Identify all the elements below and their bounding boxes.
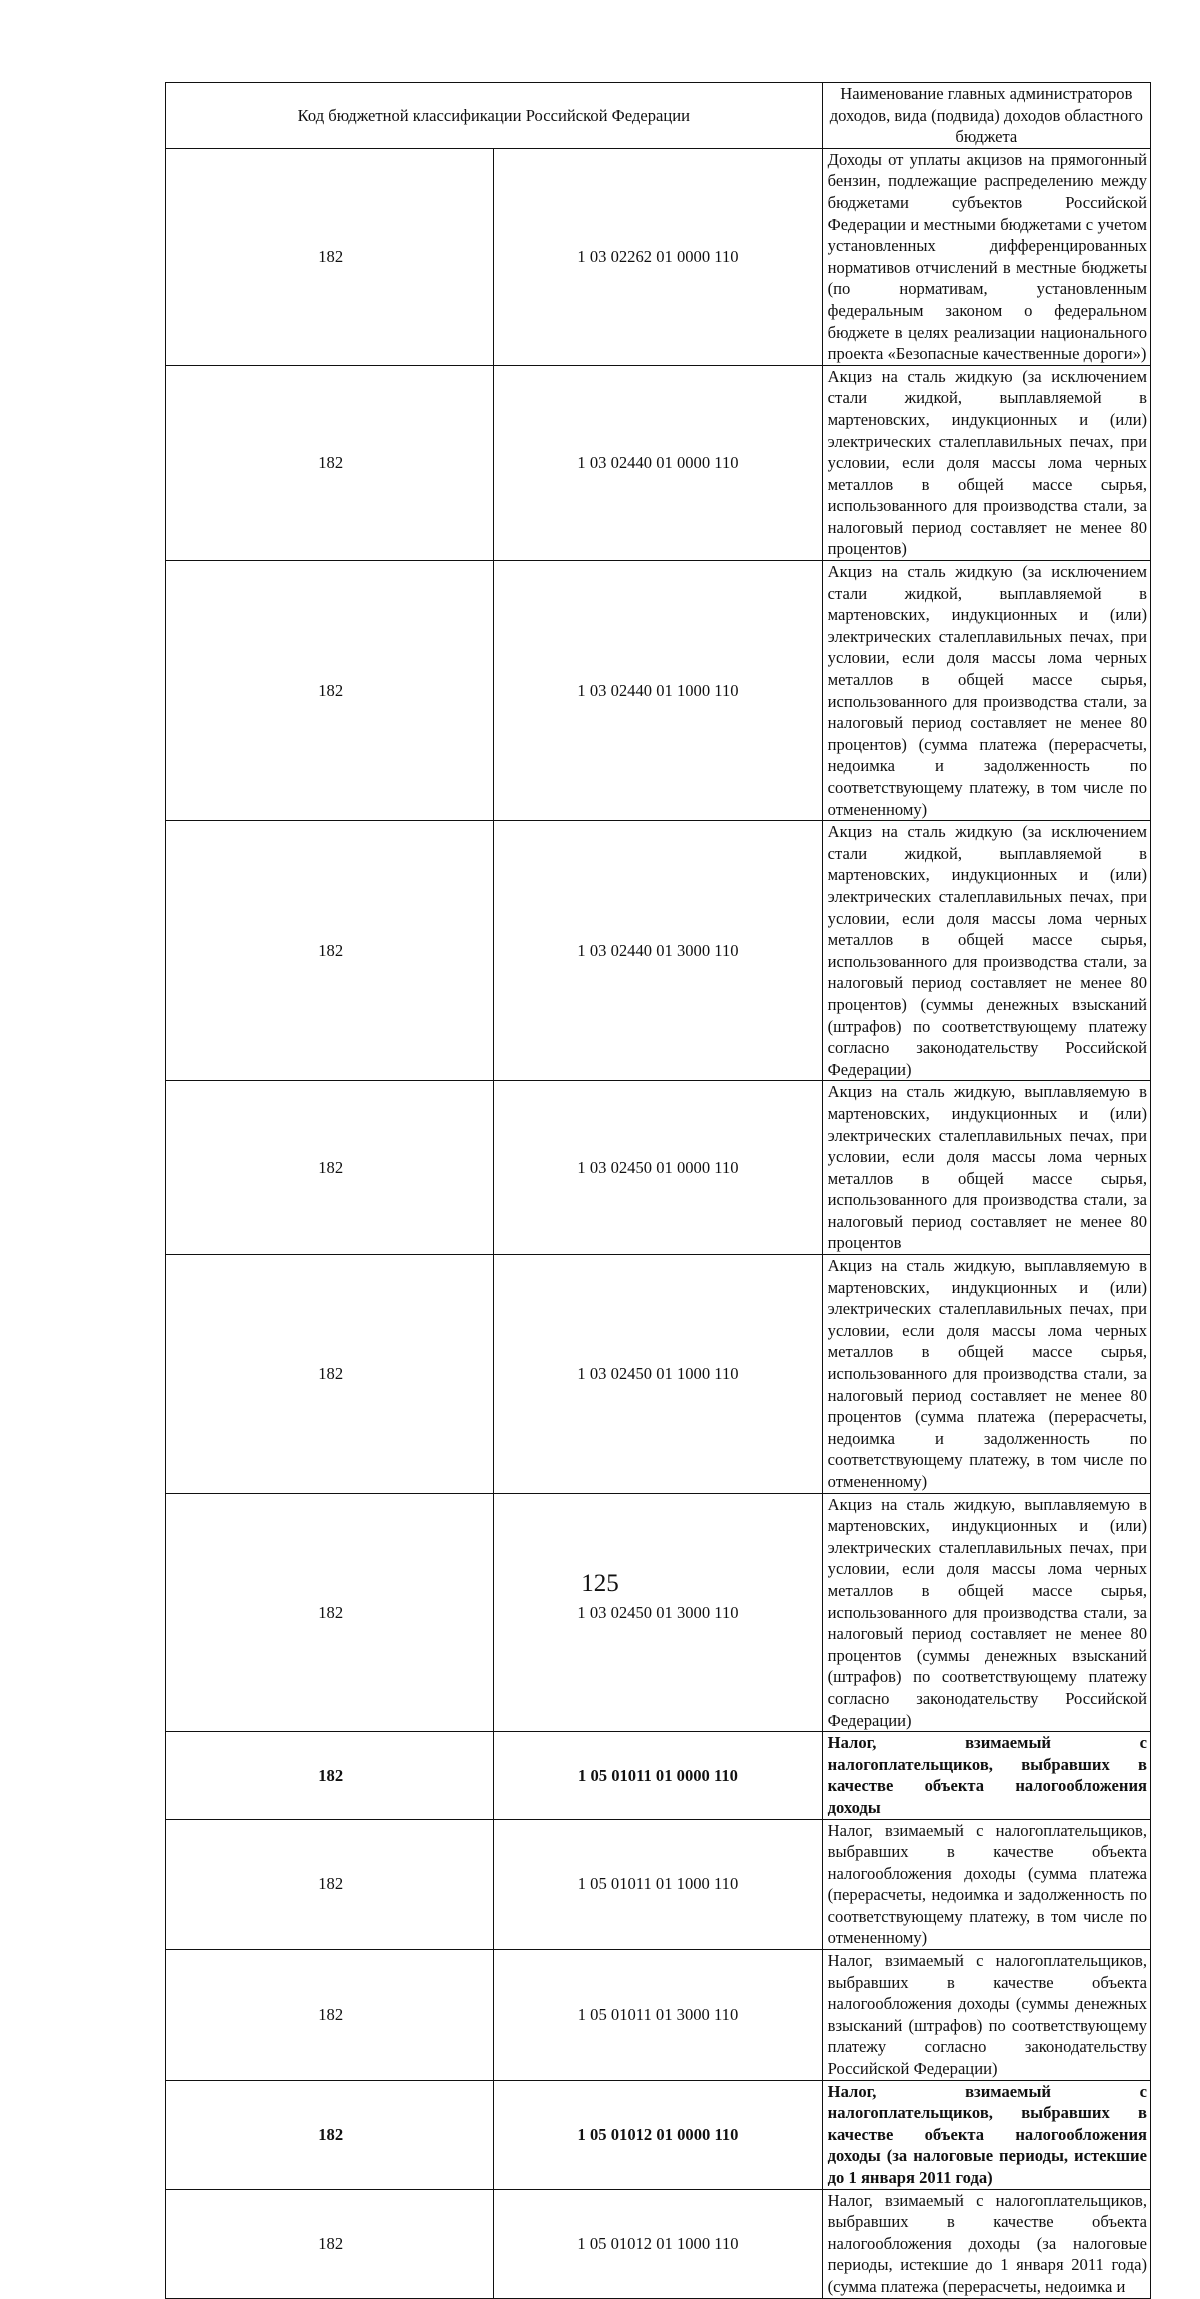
table-row bbox=[166, 1950, 1151, 2081]
budget-code-cell: 1 03 02440 01 0000 110 bbox=[494, 365, 822, 560]
admin-code-cell: 182 bbox=[166, 821, 494, 1081]
table-row bbox=[166, 1819, 1151, 1950]
budget-code-cell: 1 03 02440 01 3000 110 bbox=[494, 821, 822, 1081]
admin-code-cell: 182 bbox=[166, 365, 494, 560]
admin-code-cell: 182 bbox=[166, 1950, 494, 2081]
table-row bbox=[166, 148, 1151, 365]
table-row bbox=[166, 2080, 1151, 2189]
budget-code-cell: 1 05 01011 01 0000 110 bbox=[494, 1732, 822, 1819]
revenue-name-cell: Акциз на сталь жидкую, выплавляемую в мартеновских, индукционных и (или) электрических сталеплавильных печах, при условии, если доля массы лома черных металлов в общей массе сырья, использованного для производства стали, за налоговый период составляет не менее 80 процентов bbox=[822, 1081, 1150, 1255]
table-row bbox=[166, 1493, 1151, 1732]
revenue-name-cell: Акциз на сталь жидкую (за исключением стали жидкой, выплавляемой в мартеновских, индукционных и (или) электрических сталеплавильных печах, при условии, если доля массы лома черных металлов в общей массе сырья, использованного для производства стали, за налоговый период составляет не менее 80 процентов) bbox=[822, 365, 1150, 560]
revenue-name-cell: Акциз на сталь жидкую (за исключением стали жидкой, выплавляемой в мартеновских, индукционных и (или) электрических сталеплавильных печах, при условии, если доля массы лома черных металлов в общей массе сырья, использованного для производства стали, за налоговый период составляет не менее 80 процентов) (сумма платежа (перерасчеты, недоимка и задолженность по соответствующему платежу, в том числе по отмененному) bbox=[822, 561, 1150, 821]
table-row bbox=[166, 1732, 1151, 1819]
table-header-row bbox=[166, 83, 1151, 149]
budget-code-cell: 1 03 02440 01 1000 110 bbox=[494, 561, 822, 821]
revenue-name-cell: Налог, взимаемый с налогоплательщиков, выбравших в качестве объекта налогообложения доходы (за налоговые периоды, истекшие до 1 января 2011 года) (сумма платежа (перерасчеты, недоимка и bbox=[822, 2189, 1150, 2298]
admin-code-cell: 182 bbox=[166, 1732, 494, 1819]
budget-classification-table bbox=[165, 82, 1151, 2299]
budget-code-cell: 1 03 02262 01 0000 110 bbox=[494, 148, 822, 365]
admin-code-cell: 182 bbox=[166, 2189, 494, 2298]
revenue-name-cell: Акциз на сталь жидкую, выплавляемую в мартеновских, индукционных и (или) электрических сталеплавильных печах, при условии, если доля массы лома черных металлов в общей массе сырья, использованного для производства стали, за налоговый период составляет не менее 80 процентов (суммы денежных взысканий (штрафов) по соответствующему платежу согласно законодательству Российской Федерации) bbox=[822, 1493, 1150, 1732]
revenue-name-cell: Акциз на сталь жидкую (за исключением стали жидкой, выплавляемой в мартеновских, индукционных и (или) электрических сталеплавильных печах, при условии, если доля массы лома черных металлов в общей массе сырья, использованного для производства стали, за налоговый период составляет не менее 80 процентов) (суммы денежных взысканий (штрафов) по соответствующему платежу согласно законодательству Российской Федерации) bbox=[822, 821, 1150, 1081]
admin-code-cell: 182 bbox=[166, 1081, 494, 1255]
budget-code-cell: 1 05 01012 01 1000 110 bbox=[494, 2189, 822, 2298]
admin-code-cell: 182 bbox=[166, 1493, 494, 1732]
budget-code-cell: 1 05 01012 01 0000 110 bbox=[494, 2080, 822, 2189]
revenue-name-cell: Налог, взимаемый с налогоплательщиков, выбравших в качестве объекта налогообложения доходы (суммы денежных взысканий (штрафов) по соответствующему платежу согласно законодательству Российской Федерации) bbox=[822, 1950, 1150, 2081]
table-row bbox=[166, 1255, 1151, 1494]
revenue-name-cell: Налог, взимаемый с налогоплательщиков, выбравших в качестве объекта налогообложения доходы bbox=[822, 1732, 1150, 1819]
budget-code-cell: 1 03 02450 01 3000 110 bbox=[494, 1493, 822, 1732]
header-code-cell: Код бюджетной классификации Российской Федерации bbox=[166, 83, 823, 149]
revenue-name-cell: Налог, взимаемый с налогоплательщиков, выбравших в качестве объекта налогообложения доходы (за налоговые периоды, истекшие до 1 января 2011 года) bbox=[822, 2080, 1150, 2189]
table-row bbox=[166, 2189, 1151, 2298]
revenue-name-cell: Доходы от уплаты акцизов на прямогонный бензин, подлежащие распределению между бюджетами субъектов Российской Федерации и местными бюджетами с учетом установленных дифференцированных нормативов отчислений в местные бюджеты (по нормативам, установленным федеральным законом о федеральном бюджете в целях реализации национального проекта «Безопасные качественные дороги») bbox=[822, 148, 1150, 365]
budget-code-cell: 1 05 01011 01 3000 110 bbox=[494, 1950, 822, 2081]
budget-code-cell: 1 03 02450 01 1000 110 bbox=[494, 1255, 822, 1494]
page-number: 125 bbox=[581, 1570, 619, 1597]
table-row bbox=[166, 561, 1151, 821]
header-name-cell: Наименование главных администраторов доходов, вида (подвида) доходов областного бюджета bbox=[822, 83, 1150, 149]
budget-code-cell: 1 05 01011 01 1000 110 bbox=[494, 1819, 822, 1950]
admin-code-cell: 182 bbox=[166, 1255, 494, 1494]
admin-code-cell: 182 bbox=[166, 2080, 494, 2189]
revenue-name-cell: Акциз на сталь жидкую, выплавляемую в мартеновских, индукционных и (или) электрических сталеплавильных печах, при условии, если доля массы лома черных металлов в общей массе сырья, использованного для производства стали, за налоговый период составляет не менее 80 процентов (сумма платежа (перерасчеты, недоимка и задолженность по соответствующему платежу, в том числе по отмененному) bbox=[822, 1255, 1150, 1494]
admin-code-cell: 182 bbox=[166, 1819, 494, 1950]
table-row bbox=[166, 365, 1151, 560]
admin-code-cell: 182 bbox=[166, 561, 494, 821]
table-body bbox=[166, 83, 1151, 2299]
table-row bbox=[166, 821, 1151, 1081]
revenue-name-cell: Налог, взимаемый с налогоплательщиков, выбравших в качестве объекта налогообложения доходы (сумма платежа (перерасчеты, недоимка и задолженность по соответствующему платежу, в том числе по отмененному) bbox=[822, 1819, 1150, 1950]
budget-code-cell: 1 03 02450 01 0000 110 bbox=[494, 1081, 822, 1255]
admin-code-cell: 182 bbox=[166, 148, 494, 365]
table-row bbox=[166, 1081, 1151, 1255]
